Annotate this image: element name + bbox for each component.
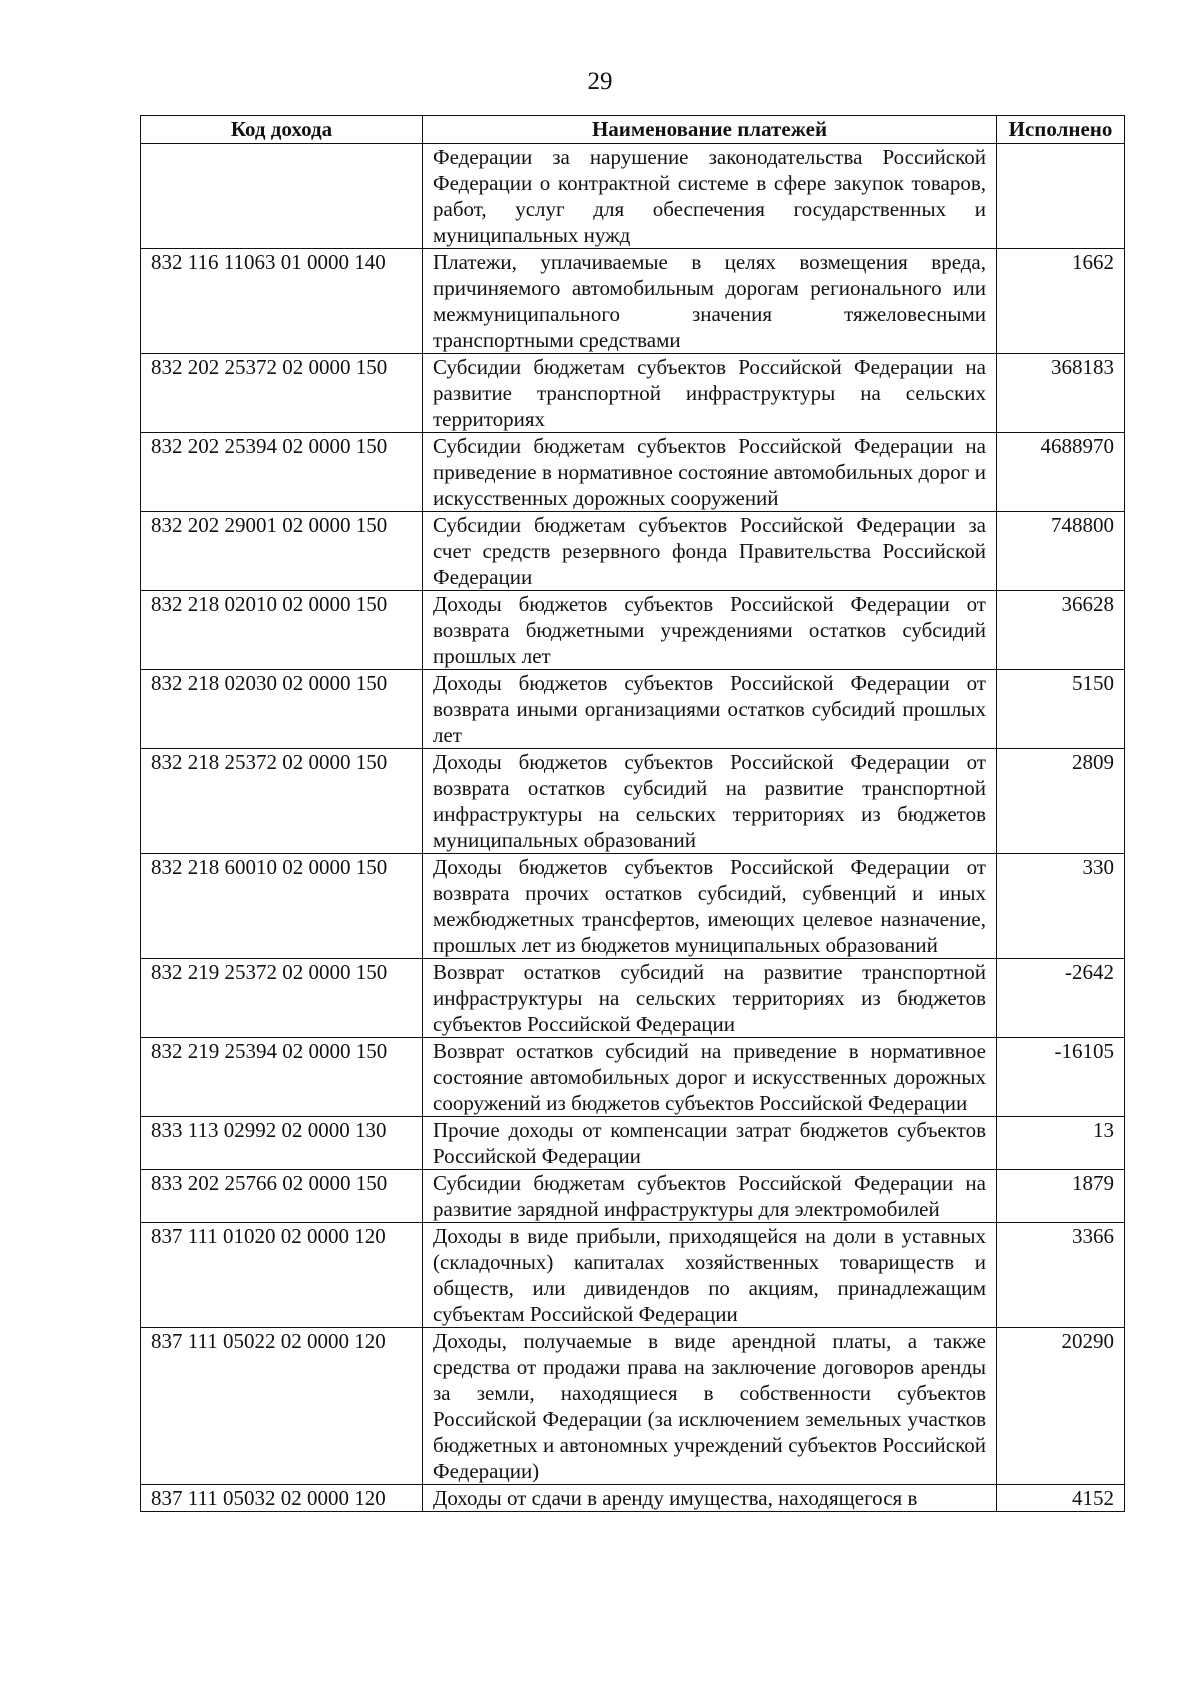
header-code: Код дохода (141, 116, 423, 144)
revenue-code-cell: 837 111 05022 02 0000 120 (141, 1328, 423, 1485)
revenue-code-cell: 832 202 29001 02 0000 150 (141, 512, 423, 591)
executed-amount-cell: 3366 (997, 1223, 1125, 1328)
payment-name-cell: Доходы бюджетов субъектов Российской Федерации от возврата остатков субсидий на развитие транспортной инфраструктуры на сельских территориях из бюджетов муниципальных образований (423, 749, 997, 854)
table-row (141, 1485, 1125, 1512)
header-amount: Исполнено (997, 116, 1125, 144)
table-row (141, 591, 1125, 670)
revenue-code-cell: 832 202 25372 02 0000 150 (141, 354, 423, 433)
revenue-code-cell: 832 219 25372 02 0000 150 (141, 959, 423, 1038)
executed-amount-cell: 20290 (997, 1328, 1125, 1485)
executed-amount-cell: 748800 (997, 512, 1125, 591)
payment-name-cell: Платежи, уплачиваемые в целях возмещения вреда, причиняемого автомобильным дорогам регионального или межмуниципального значения тяжеловесными транспортными средствами (423, 249, 997, 354)
table-row (141, 433, 1125, 512)
table-header-row (141, 116, 1125, 144)
table-row (141, 144, 1125, 249)
revenue-code-cell (141, 144, 423, 249)
payment-name-cell: Возврат остатков субсидий на развитие транспортной инфраструктуры на сельских территориях из бюджетов субъектов Российской Федерации (423, 959, 997, 1038)
executed-amount-cell: 4688970 (997, 433, 1125, 512)
revenue-code-cell: 837 111 01020 02 0000 120 (141, 1223, 423, 1328)
revenue-code-cell: 832 218 02010 02 0000 150 (141, 591, 423, 670)
table-body (141, 144, 1125, 1512)
revenue-code-cell: 832 218 25372 02 0000 150 (141, 749, 423, 854)
page-number: 29 (587, 68, 613, 95)
revenue-code-cell: 833 202 25766 02 0000 150 (141, 1170, 423, 1223)
table-row (141, 1038, 1125, 1117)
payment-name-cell: Субсидии бюджетам субъектов Российской Федерации на развитие зарядной инфраструктуры для электромобилей (423, 1170, 997, 1223)
executed-amount-cell: 5150 (997, 670, 1125, 749)
executed-amount-cell: 4152 (997, 1485, 1125, 1512)
payment-name-cell: Доходы от сдачи в аренду имущества, находящегося в (423, 1485, 997, 1512)
executed-amount-cell (997, 144, 1125, 249)
executed-amount-cell: -16105 (997, 1038, 1125, 1117)
payment-name-cell: Доходы в виде прибыли, приходящейся на доли в уставных (складочных) капиталах хозяйственных товариществ и обществ, или дивидендов по акциям, принадлежащим субъектам Российской Федерации (423, 1223, 997, 1328)
revenue-code-cell: 832 116 11063 01 0000 140 (141, 249, 423, 354)
table-row (141, 854, 1125, 959)
header-name: Наименование платежей (423, 116, 997, 144)
payment-name-cell: Доходы бюджетов субъектов Российской Федерации от возврата прочих остатков субсидий, субвенций и иных межбюджетных трансфертов, имеющих целевое назначение, прошлых лет из бюджетов муниципальных образований (423, 854, 997, 959)
table-row (141, 959, 1125, 1038)
executed-amount-cell: -2642 (997, 959, 1125, 1038)
revenue-code-cell: 832 218 02030 02 0000 150 (141, 670, 423, 749)
table-row (141, 1223, 1125, 1328)
revenue-table (140, 115, 1125, 1512)
revenue-code-cell: 832 202 25394 02 0000 150 (141, 433, 423, 512)
payment-name-cell: Доходы бюджетов субъектов Российской Федерации от возврата иными организациями остатков субсидий прошлых лет (423, 670, 997, 749)
revenue-code-cell: 833 113 02992 02 0000 130 (141, 1117, 423, 1170)
executed-amount-cell: 36628 (997, 591, 1125, 670)
table-row (141, 512, 1125, 591)
executed-amount-cell: 1662 (997, 249, 1125, 354)
payment-name-cell: Субсидии бюджетам субъектов Российской Федерации на развитие транспортной инфраструктуры на сельских территориях (423, 354, 997, 433)
table-row (141, 1328, 1125, 1485)
revenue-code-cell: 832 219 25394 02 0000 150 (141, 1038, 423, 1117)
payment-name-cell: Федерации за нарушение законодательства Российской Федерации о контрактной системе в сфере закупок товаров, работ, услуг для обеспечения государственных и муниципальных нужд (423, 144, 997, 249)
table-row (141, 249, 1125, 354)
table-row (141, 1170, 1125, 1223)
executed-amount-cell: 2809 (997, 749, 1125, 854)
payment-name-cell: Доходы, получаемые в виде арендной платы, а также средства от продажи права на заключение договоров аренды за земли, находящиеся в собственности субъектов Российской Федерации (за исключением земельных участков бюджетных и автономных учреждений субъектов Российской Федерации) (423, 1328, 997, 1485)
executed-amount-cell: 1879 (997, 1170, 1125, 1223)
executed-amount-cell: 330 (997, 854, 1125, 959)
table-row (141, 1117, 1125, 1170)
executed-amount-cell: 368183 (997, 354, 1125, 433)
payment-name-cell: Возврат остатков субсидий на приведение в нормативное состояние автомобильных дорог и искусственных дорожных сооружений из бюджетов субъектов Российской Федерации (423, 1038, 997, 1117)
payment-name-cell: Субсидии бюджетам субъектов Российской Федерации за счет средств резервного фонда Правительства Российской Федерации (423, 512, 997, 591)
payment-name-cell: Прочие доходы от компенсации затрат бюджетов субъектов Российской Федерации (423, 1117, 997, 1170)
revenue-code-cell: 832 218 60010 02 0000 150 (141, 854, 423, 959)
payment-name-cell: Субсидии бюджетам субъектов Российской Федерации на приведение в нормативное состояние автомобильных дорог и искусственных дорожных сооружений (423, 433, 997, 512)
table-row (141, 670, 1125, 749)
table-row (141, 354, 1125, 433)
executed-amount-cell: 13 (997, 1117, 1125, 1170)
payment-name-cell: Доходы бюджетов субъектов Российской Федерации от возврата бюджетными учреждениями остатков субсидий прошлых лет (423, 591, 997, 670)
table-row (141, 749, 1125, 854)
revenue-code-cell: 837 111 05032 02 0000 120 (141, 1485, 423, 1512)
